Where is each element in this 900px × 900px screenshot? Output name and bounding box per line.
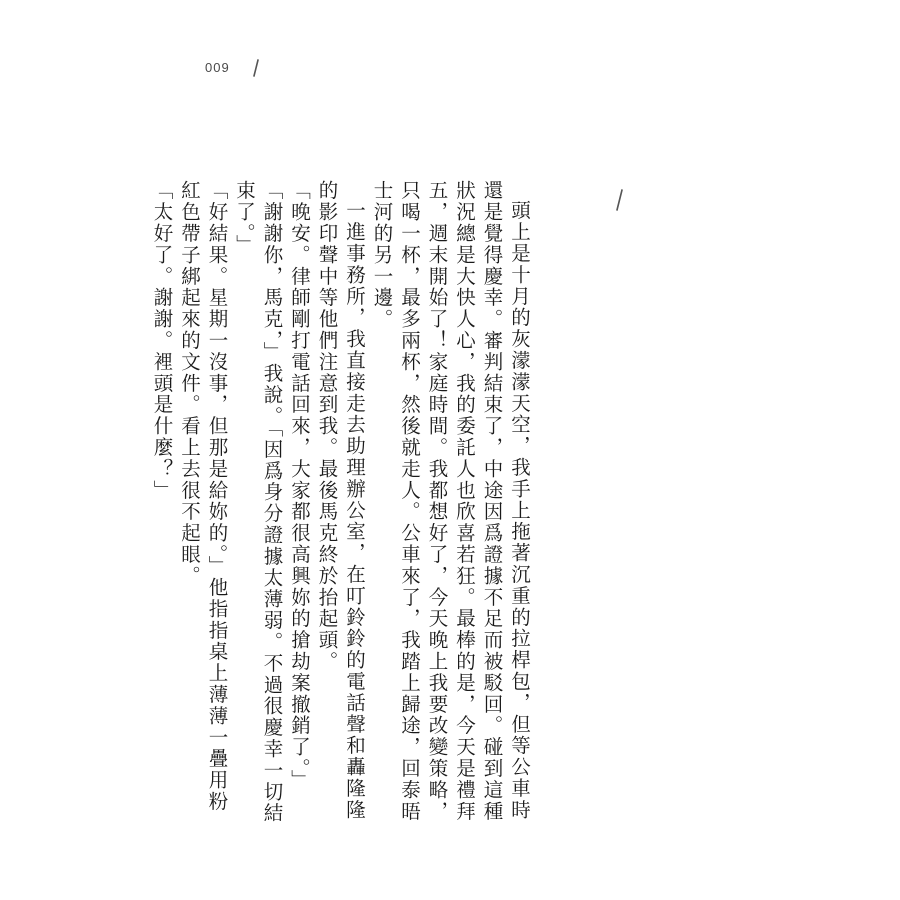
page-number: 009 (205, 60, 230, 75)
decorative-slash-icon (250, 58, 262, 78)
dialogue-paragraph: 「好結果。星期一沒事，但那是給妳的。」他指指桌上薄薄一疊用粉紅色帶子綁起來的文件。看上去很不起眼。 (178, 180, 229, 813)
paragraph: 頭上是十月的灰濛濛天空，我手上拖著沉重的拉桿包，但等公車時還是覺得慶幸。審判結束了，中途因爲證據不足而被駁回。碰到這種狀況總是大快人心，我的委託人也欣喜若狂。最棒的是，今天是禮拜五，週末開始了！家庭時間。我都想好了，今天晚上我要改變策略，只喝一杯，最多兩杯，然後就走人。公車來了，我踏上歸途，回泰晤士河的另一邊。 (370, 180, 531, 822)
dialogue-paragraph: 「晚安。律師剛打電話回來，大家都很高興妳的搶劫案撤銷了。」 (288, 180, 311, 791)
vertical-text-body (148, 180, 533, 830)
paragraph: 一進事務所，我直接走去助理辦公室，在叮鈴鈴的電話聲和轟隆隆的影印聲中等他們注意到我。最後馬克終於抬起頭。 (315, 180, 366, 821)
decorative-slash-icon (612, 188, 626, 212)
dialogue-paragraph: 「謝謝你，馬克，」我說。「因爲身分證據太薄弱。不過很慶幸一切結束了。」 (233, 180, 284, 824)
dialogue-paragraph: 「太好了。謝謝。裡頭是什麼？」 (150, 180, 174, 501)
